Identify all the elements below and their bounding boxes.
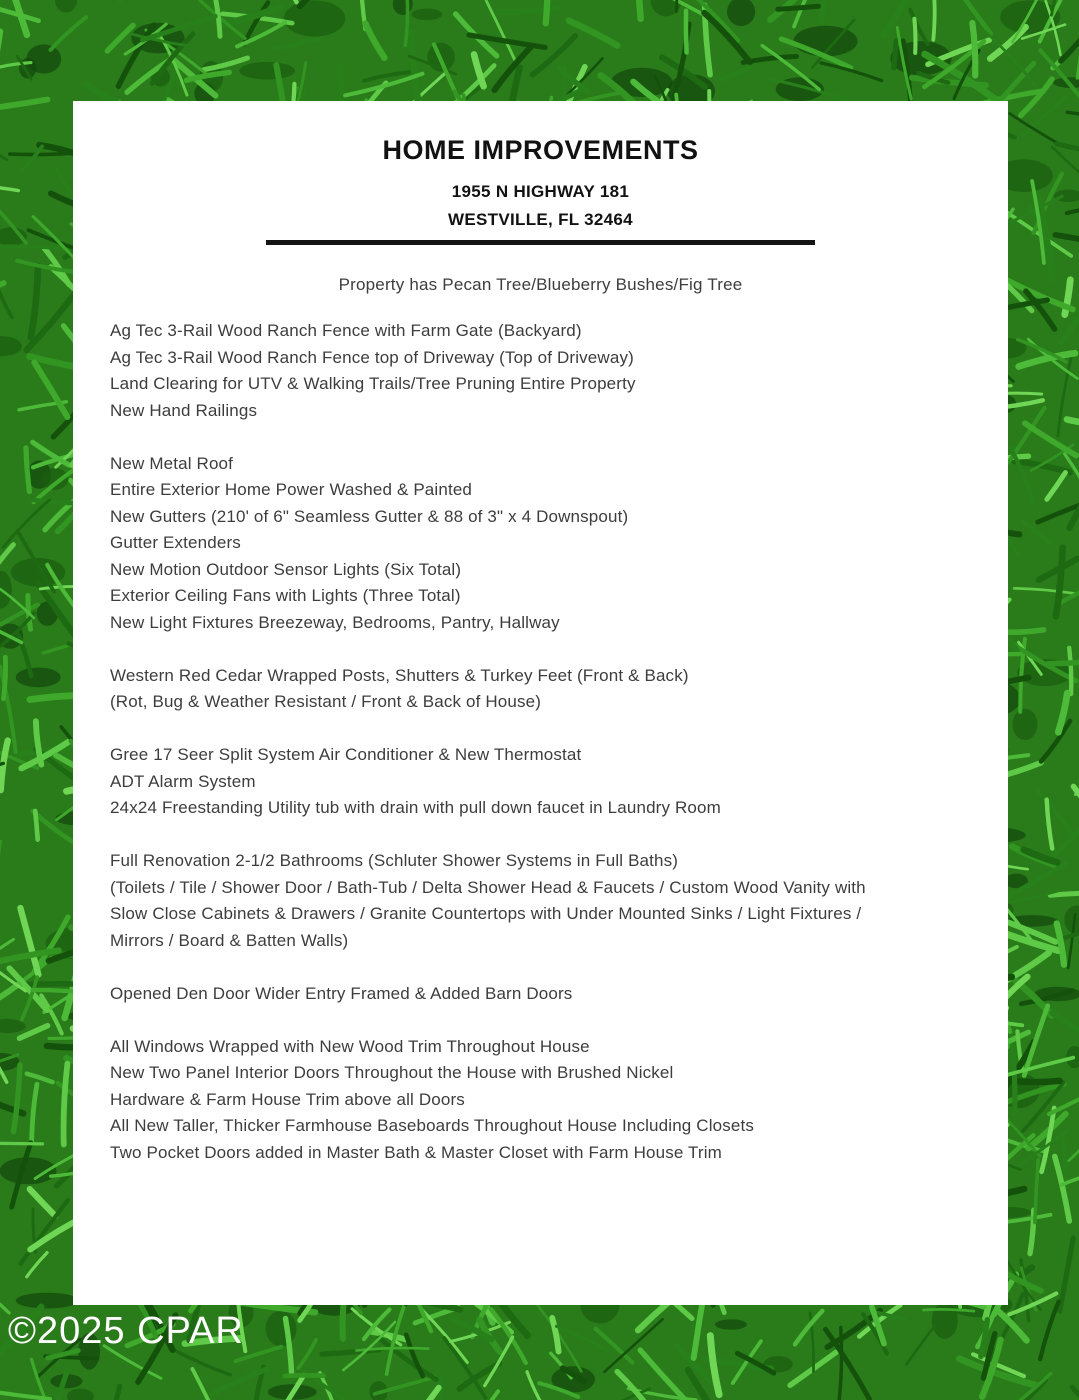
improvement-text-line: Opened Den Door Wider Entry Framed & Added Barn Doors xyxy=(110,983,573,1003)
improvement-text-line: Entire Exterior Home Power Washed & Painted xyxy=(110,480,473,499)
improvement-text-line: Ag Tec 3-Rail Wood Ranch Fence with Farm Gate (Backyard) xyxy=(110,321,582,340)
improvement-text-line: Land Clearing for UTV & Walking Trails/Tree Pruning Entire Property xyxy=(110,374,636,393)
improvement-text-line: New Motion Outdoor Sensor Lights (Six Total) xyxy=(110,559,462,579)
improvement-section xyxy=(110,981,1008,1008)
improvement-text-line: Full Renovation 2-1/2 Bathrooms (Schluter Shower Systems in Full Baths) xyxy=(110,851,679,870)
improvement-text-line: Two Pocket Doors added in Master Bath & Master Closet with Farm House Trim xyxy=(110,1142,722,1162)
improvement-text-line: (Toilets / Tile / Shower Door / Bath-Tub / Delta Shower Head & Faucets / Custom Wood Vanity with xyxy=(110,877,866,897)
property-features-line: Property has Pecan Tree/Blueberry Bushes/Fig Tree xyxy=(338,275,743,294)
improvement-text-line: Ag Tec 3-Rail Wood Ranch Fence top of Driveway (Top of Driveway) xyxy=(110,347,634,367)
improvement-section xyxy=(110,318,1008,424)
address-line-2: WESTVILLE, FL 32464 xyxy=(448,210,633,229)
improvement-text-line: New Metal Roof xyxy=(110,453,234,473)
improvement-section xyxy=(110,451,1008,637)
improvement-text-line: New Two Panel Interior Doors Throughout the House with Brushed Nickel xyxy=(110,1063,674,1082)
improvement-text-line: 24x24 Freestanding Utility tub with drain with pull down faucet in Laundry Room xyxy=(110,798,721,817)
improvement-text-line: ADT Alarm System xyxy=(110,771,256,791)
improvements-list xyxy=(73,318,1008,1166)
improvement-text-line: Gree 17 Seer Split System Air Conditioner & New Thermostat xyxy=(110,745,582,764)
improvement-text-line: Slow Close Cabinets & Drawers / Granite Countertops with Under Mounted Sinks / Light Fixtures / xyxy=(110,904,862,923)
improvement-section xyxy=(110,663,1008,716)
improvement-text-line: All Windows Wrapped with New Wood Trim Throughout House xyxy=(110,1036,590,1056)
improvement-text-line: (Rot, Bug & Weather Resistant / Front & Back of House) xyxy=(110,692,542,711)
improvement-text-line: Western Red Cedar Wrapped Posts, Shutters & Turkey Feet (Front & Back) xyxy=(110,665,689,685)
divider-rule xyxy=(266,240,815,245)
page-title: HOME IMPROVEMENTS xyxy=(382,135,699,165)
copyright-watermark: ©2025 CPAR xyxy=(8,1310,244,1352)
address-line-1: 1955 N HIGHWAY 181 xyxy=(451,182,630,201)
improvement-text-line: Hardware & Farm House Trim above all Doors xyxy=(110,1089,465,1109)
improvement-text-line: New Gutters (210' of 6" Seamless Gutter & 88 of 3" x 4 Downspout) xyxy=(110,506,629,526)
improvement-section xyxy=(110,742,1008,822)
document-page xyxy=(73,101,1008,1305)
improvement-text-line: Gutter Extenders xyxy=(110,533,241,552)
improvement-text-line: All New Taller, Thicker Farmhouse Baseboards Throughout House Including Closets xyxy=(110,1116,755,1135)
improvement-section xyxy=(110,1034,1008,1167)
improvement-text-line: New Hand Railings xyxy=(110,400,258,420)
improvement-text-line: Mirrors / Board & Batten Walls) xyxy=(110,930,349,950)
improvement-text-line: New Light Fixtures Breezeway, Bedrooms, Pantry, Hallway xyxy=(110,612,560,632)
improvement-section xyxy=(110,848,1008,954)
improvement-text-line: Exterior Ceiling Fans with Lights (Three Total) xyxy=(110,586,461,605)
